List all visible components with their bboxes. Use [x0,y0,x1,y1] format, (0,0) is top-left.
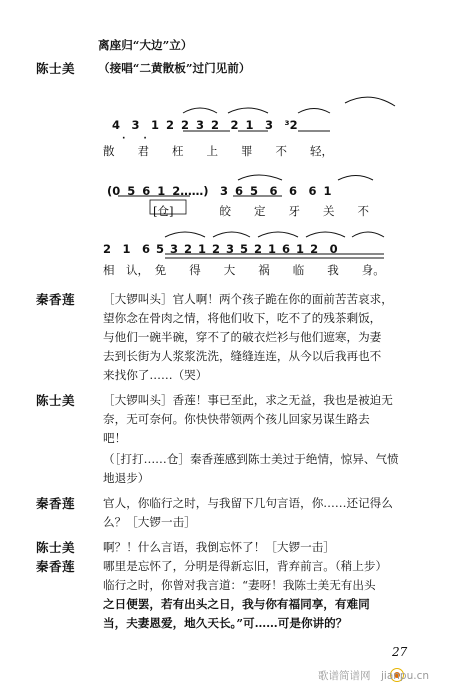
dialogue-line: 哪里是忘怀了，分明是得新忘旧，背弃前言。（稍上步） [103,559,388,573]
stage-direction: 地退步） [103,471,150,485]
singing-instruction: （接唱“二黄散板”过门见前） [98,61,251,75]
watermark-text: 歌谱简谱网 jianpu.cn [318,670,430,682]
dialogue-line: 吧！ [103,431,127,445]
dialogue-line: 临行之时，你曾对我言道：“妻呀！我陈士美无有出头 [103,578,376,592]
lyrics-row-1: 散 君 枉 上 罪 不 轻， [103,144,333,158]
dialogue-line: 与他们一碗半碗，穿不了的破衣烂衫与他们遮寒，为妻 [103,330,382,344]
speaker-chen-shimei: 陈士美 [36,540,76,555]
dialogue-line: 来找你了……（哭） [103,368,208,382]
page-number: 27 [392,645,408,659]
dialogue-line: 官人，你临行之时，与我留下几句言语，你……还记得么 [103,496,393,510]
speaker-qin-xianglian: 秦香莲 [36,496,76,511]
dialogue-line: 当，夫妻恩爱，地久天长。”可……可是你讲的？ [103,616,348,630]
stage-direction: （［打打……仓］秦香莲感到陈士美过于绝情，惊异、气愤 [103,452,399,466]
dialogue-line: 之日便罢，若有出头之日，我与你有福同享，有难同 [103,597,370,611]
notes-row-3: 2 1 6 5 3 2 1 2 3 5 2 1 6 1 2 0 [103,242,338,256]
notes-row-2: (0 5 6 1 2……) 3 6 5 6 6 6 1 [107,184,332,198]
dialogue-line: ［大锣叫头］官人啊！两个孩子跪在你的面前苦苦哀求， [103,292,393,306]
dots-row-1: · · [122,134,147,144]
speaker-qin-xianglian: 秦香莲 [36,292,76,307]
dialogue-line: 望你念在骨肉之情，将他们收下，吃不了的残茶剩饭， [103,311,382,325]
dialogue-line: 奈，无可奈何。你快快带领两个孩儿回家另谋生路去 [103,412,370,426]
speaker-chen-shimei: 陈士美 [36,393,76,408]
lyrics-row-3: 相 认， 免 得 大 祸 临 我 身。 [103,263,385,277]
speaker-chen-shimei: 陈士美 [36,61,76,76]
speaker-qin-xianglian: 秦香莲 [36,559,76,574]
dialogue-line: 么？［大锣一击］ [103,515,196,529]
notes-row-1: 4 3 1 2 2 3 2 2 1 3 ³2 [112,118,298,132]
dialogue-line: ［大锣叫头］香莲！事已至此，求之无益，我也是被迫无 [103,393,393,407]
dialogue-line: 啊？！什么言语，我倒忘怀了！［大锣一击］ [103,540,335,554]
lyrics-row-2: [仓] 皎 定 牙 关 不 [153,204,369,218]
stage-direction-top: 离座归“大边”立） [98,38,193,52]
dialogue-line: 去到长街为人浆浆洗洗，缝缝连连，从今以后我再也不 [103,349,382,363]
